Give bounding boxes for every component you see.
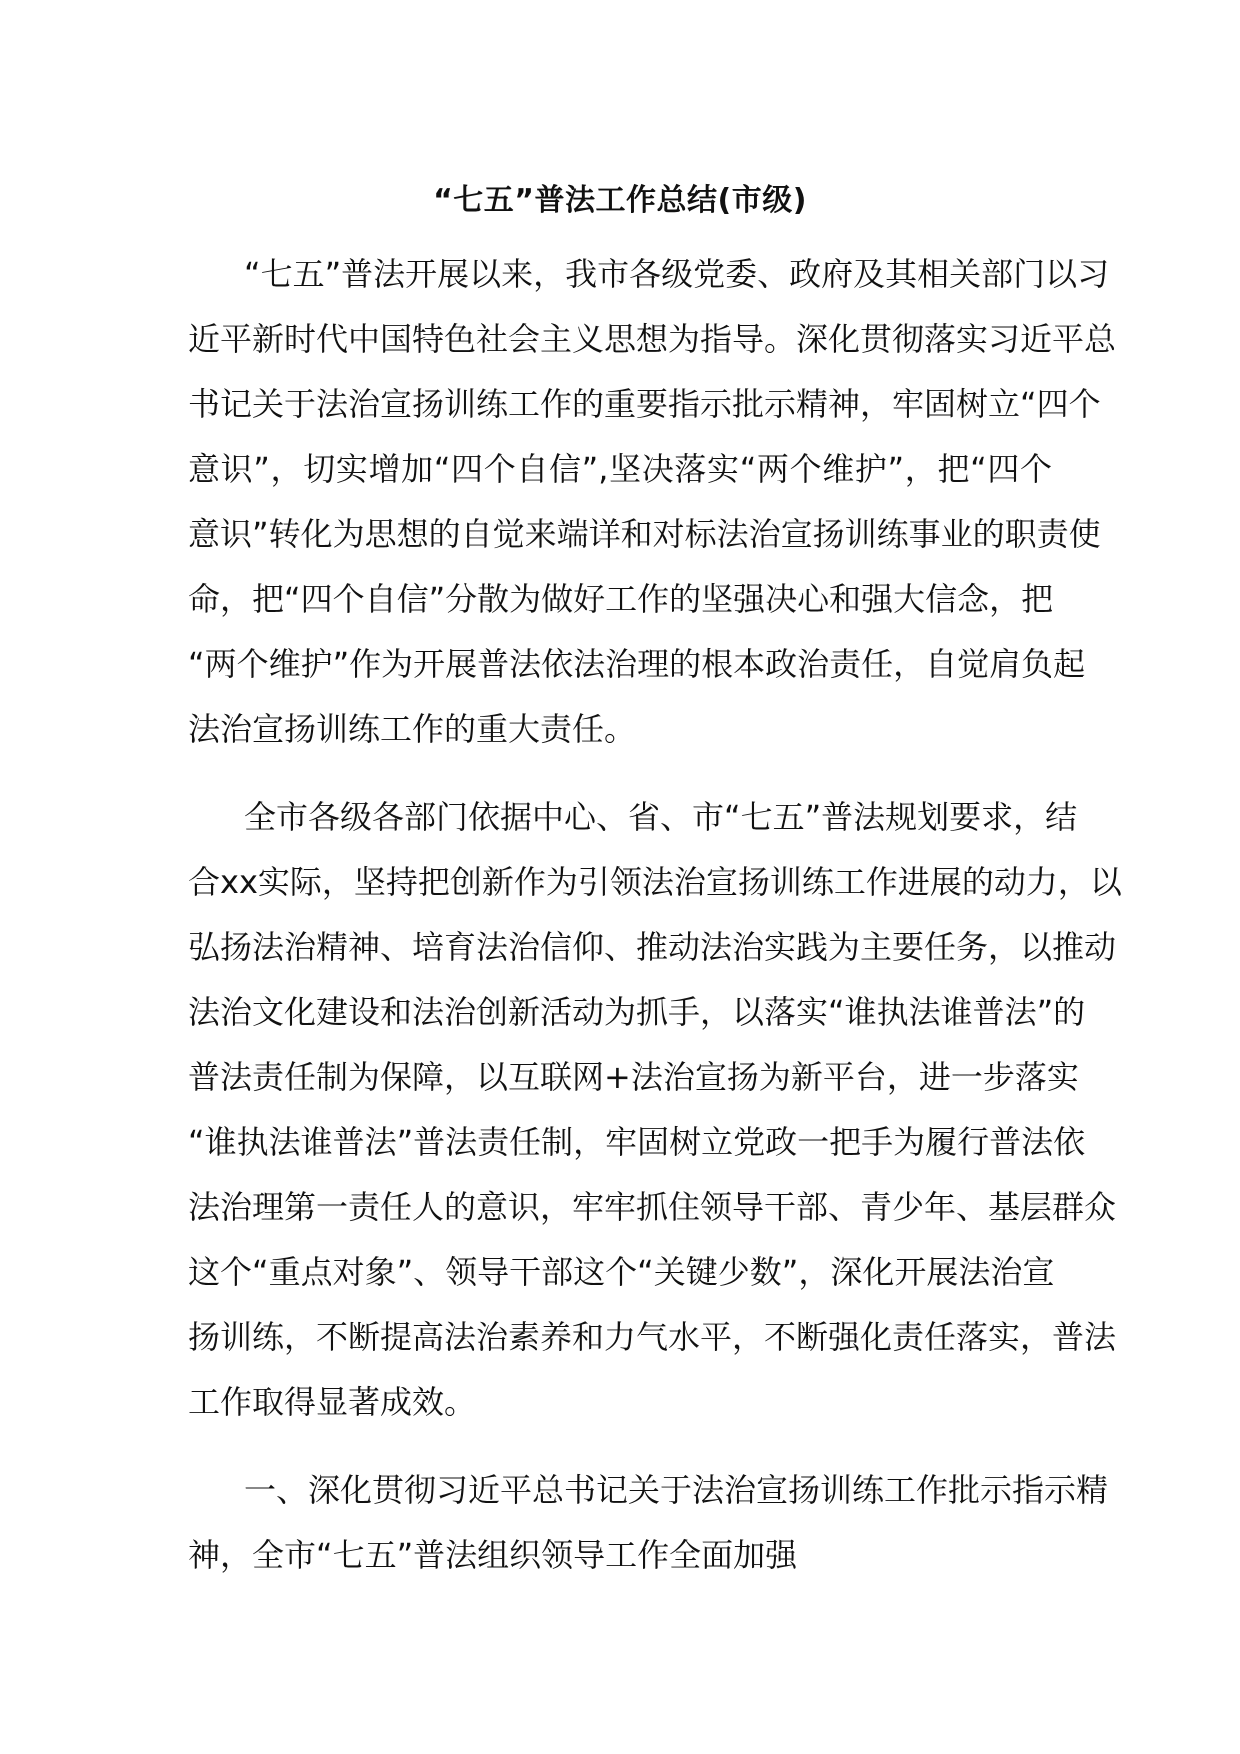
- text-line: 法治文化建设和法治创新活动为抓手，以落实“谁执法谁普法”的: [188, 993, 1086, 1031]
- paragraph-1: [188, 242, 1117, 762]
- text-line: 意识”转化为思想的自觉来端详和对标法治宣扬训练事业的职责使: [188, 515, 1101, 553]
- text-line: 书记关于法治宣扬训练工作的重要指示批示精神，牢固树立“四个: [188, 385, 1101, 423]
- text-line: “七五”普法开展以来，我市各级党委、政府及其相关部门以习: [244, 255, 1110, 293]
- text-line: 一、深化贯彻习近平总书记关于法治宣扬训练工作批示指示精: [244, 1471, 1109, 1509]
- text-line: 合xx实际，坚持把创新作为引领法治宣扬训练工作进展的动力，以: [188, 863, 1122, 901]
- text-line: 工作取得显著成效。: [188, 1383, 477, 1421]
- paragraph-3-heading: [188, 1458, 1109, 1588]
- text-line: 神，全市“七五”普法组织领导工作全面加强: [188, 1536, 798, 1574]
- text-line: 弘扬法治精神、培育法治信仰、推动法治实践为主要任务，以推动: [188, 928, 1117, 966]
- paragraph-2: [188, 785, 1122, 1435]
- text-line: 意识”，切实增加“四个自信”,坚决落实“两个维护”，把“四个: [188, 450, 1052, 488]
- text-line: 普法责任制为保障，以互联网+法治宣扬为新平台，进一步落实: [188, 1058, 1079, 1096]
- text-line: 全市各级各部门依据中心、省、市“七五”普法规划要求，结: [244, 798, 1078, 836]
- document-title: “七五”普法工作总结(市级): [433, 183, 807, 218]
- text-line: “两个维护”作为开展普法依法治理的根本政治责任，自觉肩负起: [188, 645, 1086, 683]
- text-line: 法治宣扬训练工作的重大责任。: [188, 710, 637, 748]
- text-line: 命，把“四个自信”分散为做好工作的坚强决心和强大信念，把: [188, 580, 1054, 618]
- document-body: [188, 242, 1122, 1611]
- text-line: 扬训练，不断提高法治素养和力气水平，不断强化责任落实，普法: [188, 1318, 1117, 1356]
- text-line: 这个“重点对象”、领导干部这个“关键少数”，深化开展法治宣: [188, 1253, 1055, 1291]
- text-line: 法治理第一责任人的意识，牢牢抓住领导干部、青少年、基层群众: [188, 1188, 1117, 1226]
- text-line: 近平新时代中国特色社会主义思想为指导。深化贯彻落实习近平总: [188, 320, 1117, 358]
- text-line: “谁执法谁普法”普法责任制，牢固树立党政一把手为履行普法依: [188, 1123, 1086, 1161]
